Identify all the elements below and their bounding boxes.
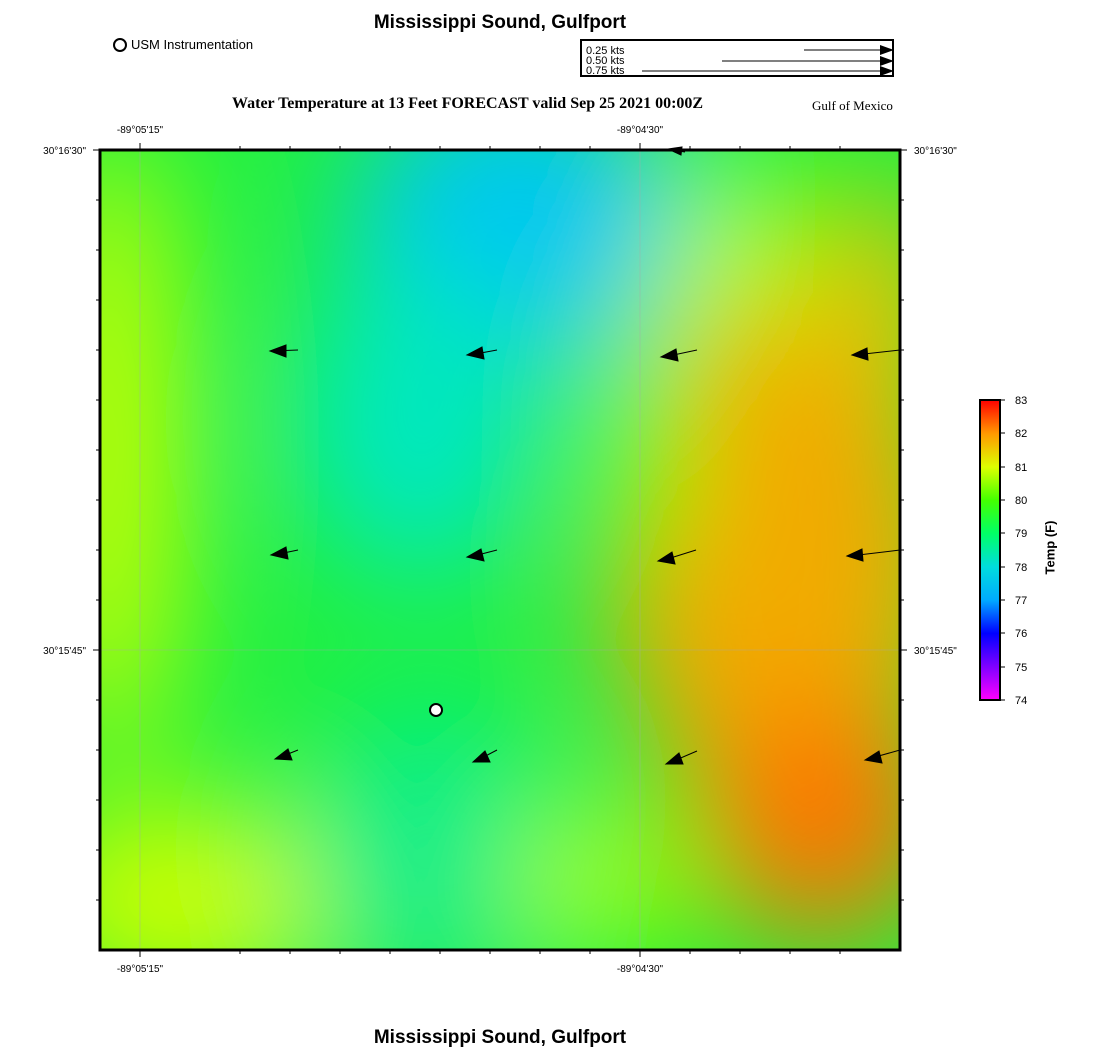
colorbar-tick-79: 79 — [1015, 528, 1028, 540]
lon-label-top-1: -89°05'15" — [116, 125, 164, 136]
colorbar — [980, 395, 1027, 707]
colorbar-tick-82: 82 — [1015, 428, 1028, 440]
vector-scale-label-1: 0.25 kts — [586, 45, 625, 57]
colorbar-tick-75: 75 — [1015, 662, 1028, 674]
colorbar-tick-83: 83 — [1015, 395, 1028, 407]
vector-scale-label-2: 0.50 kts — [586, 55, 625, 67]
colorbar-tick-74: 74 — [1015, 695, 1028, 707]
colorbar-title: Temp (F) — [1042, 520, 1058, 575]
colorbar-tick-77: 77 — [1015, 595, 1028, 607]
lon-label-top-2: -89°04'30" — [616, 125, 664, 136]
colorbar-scale — [980, 400, 1000, 700]
forecast-title: Water Temperature at 13 Feet FORECAST valid Sep 25 2021 00:00Z — [232, 95, 704, 112]
lon-label-bottom-2: -89°04'30" — [616, 964, 664, 975]
temperature-field — [20, 80, 950, 1000]
footer-title: Mississippi Sound, Gulfport — [373, 1027, 627, 1048]
station-legend-label: USM Instrumentation — [131, 37, 254, 52]
usm-station-marker[interactable] — [430, 704, 442, 716]
colorbar-tick-81: 81 — [1015, 462, 1028, 474]
lat-label-left-2: 30°15'45" — [43, 646, 86, 657]
lat-label-right-2: 30°15'45" — [914, 646, 957, 657]
lat-label-right-1: 30°16'30" — [914, 146, 957, 157]
vector-scale-label-3: 0.75 kts — [586, 65, 625, 77]
region-label: Gulf of Mexico — [812, 98, 893, 113]
colorbar-tick-78: 78 — [1015, 562, 1028, 574]
lon-label-bottom-1: -89°05'15" — [116, 964, 164, 975]
colorbar-tick-76: 76 — [1015, 628, 1028, 640]
map-title: Mississippi Sound, Gulfport — [373, 12, 627, 33]
colorbar-tick-80: 80 — [1015, 495, 1028, 507]
lat-label-left-1: 30°16'30" — [43, 146, 86, 157]
